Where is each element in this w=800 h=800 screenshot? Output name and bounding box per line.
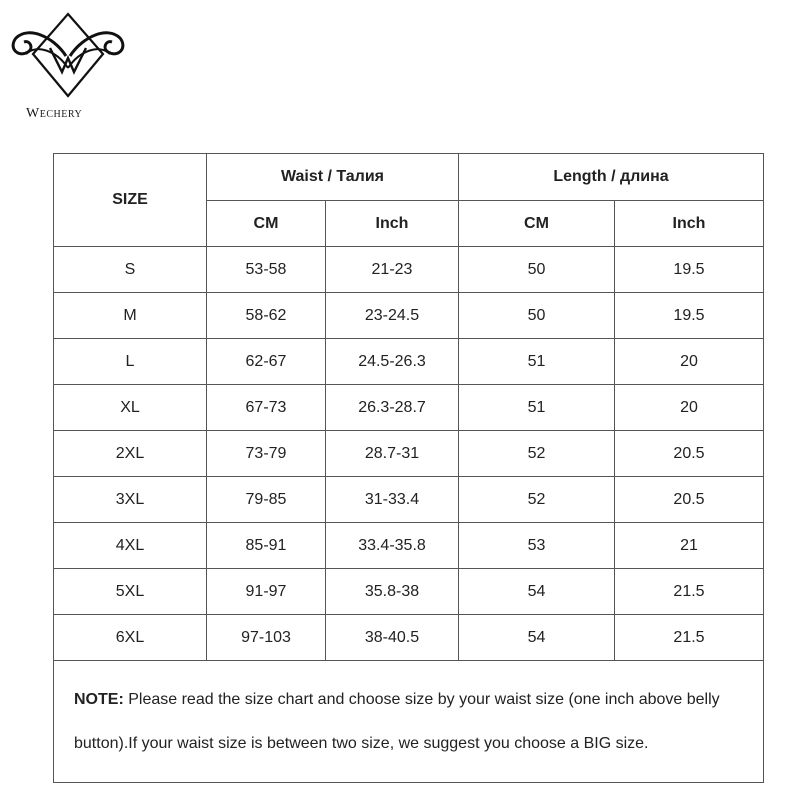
length-cm-cell: 54 [459,569,615,615]
length-cm-cell: 50 [459,293,615,339]
waist-inch-cell: 28.7-31 [326,431,459,477]
length-cm-cell: 51 [459,339,615,385]
size-cell: 3XL [54,477,207,523]
table-row [54,247,764,293]
waist-cm-cell: 67-73 [207,385,326,431]
size-chart-table [53,153,764,783]
size-cell: S [54,247,207,293]
table-row [54,431,764,477]
size-cell: M [54,293,207,339]
waist-cm-cell: 91-97 [207,569,326,615]
size-cell: 6XL [54,615,207,661]
waist-cm-cell: 79-85 [207,477,326,523]
waist-cm-cell: 53-58 [207,247,326,293]
waist-cm-cell: 97-103 [207,615,326,661]
brand-name: Wechery [26,106,83,121]
length-cm-cell: 51 [459,385,615,431]
table-row [54,569,764,615]
length-inch-cell: 19.5 [615,247,764,293]
table-row [54,293,764,339]
size-cell: 4XL [54,523,207,569]
waist-inch-cell: 24.5-26.3 [326,339,459,385]
waist-inch-cell: 26.3-28.7 [326,385,459,431]
waist-inch-cell: 38-40.5 [326,615,459,661]
length-cm-header: CM [459,201,615,247]
table-row [54,523,764,569]
waist-inch-cell: 21-23 [326,247,459,293]
note-text: Please read the size chart and choose size by your waist size (one inch above belly button).If your waist size is between two size, we suggest you choose a BIG size. [74,690,720,752]
waist-cm-header: CM [207,201,326,247]
waist-cm-cell: 62-67 [207,339,326,385]
waist-cm-cell: 73-79 [207,431,326,477]
length-inch-cell: 21 [615,523,764,569]
size-cell: XL [54,385,207,431]
note-label: NOTE: [74,690,124,708]
size-column-header: SIZE [54,154,207,247]
length-cm-cell: 52 [459,431,615,477]
wechery-emblem-icon [8,6,128,106]
brand-logo [8,6,128,124]
length-inch-cell: 21.5 [615,569,764,615]
waist-inch-cell: 35.8-38 [326,569,459,615]
length-inch-cell: 20.5 [615,431,764,477]
size-cell: 2XL [54,431,207,477]
length-cm-cell: 53 [459,523,615,569]
waist-inch-cell: 23-24.5 [326,293,459,339]
size-cell: L [54,339,207,385]
length-inch-cell: 20.5 [615,477,764,523]
waist-group-header: Waist / Талия [207,154,459,201]
waist-inch-cell: 31-33.4 [326,477,459,523]
length-group-header: Length / длина [459,154,764,201]
table-row [54,339,764,385]
length-cm-cell: 52 [459,477,615,523]
length-inch-cell: 20 [615,339,764,385]
table-row [54,385,764,431]
length-inch-header: Inch [615,201,764,247]
table-row [54,615,764,661]
length-cm-cell: 50 [459,247,615,293]
waist-inch-cell: 33.4-35.8 [326,523,459,569]
waist-cm-cell: 85-91 [207,523,326,569]
length-inch-cell: 19.5 [615,293,764,339]
length-cm-cell: 54 [459,615,615,661]
table-row [54,477,764,523]
size-note [54,661,764,783]
waist-cm-cell: 58-62 [207,293,326,339]
length-inch-cell: 20 [615,385,764,431]
waist-inch-header: Inch [326,201,459,247]
size-cell: 5XL [54,569,207,615]
length-inch-cell: 21.5 [615,615,764,661]
